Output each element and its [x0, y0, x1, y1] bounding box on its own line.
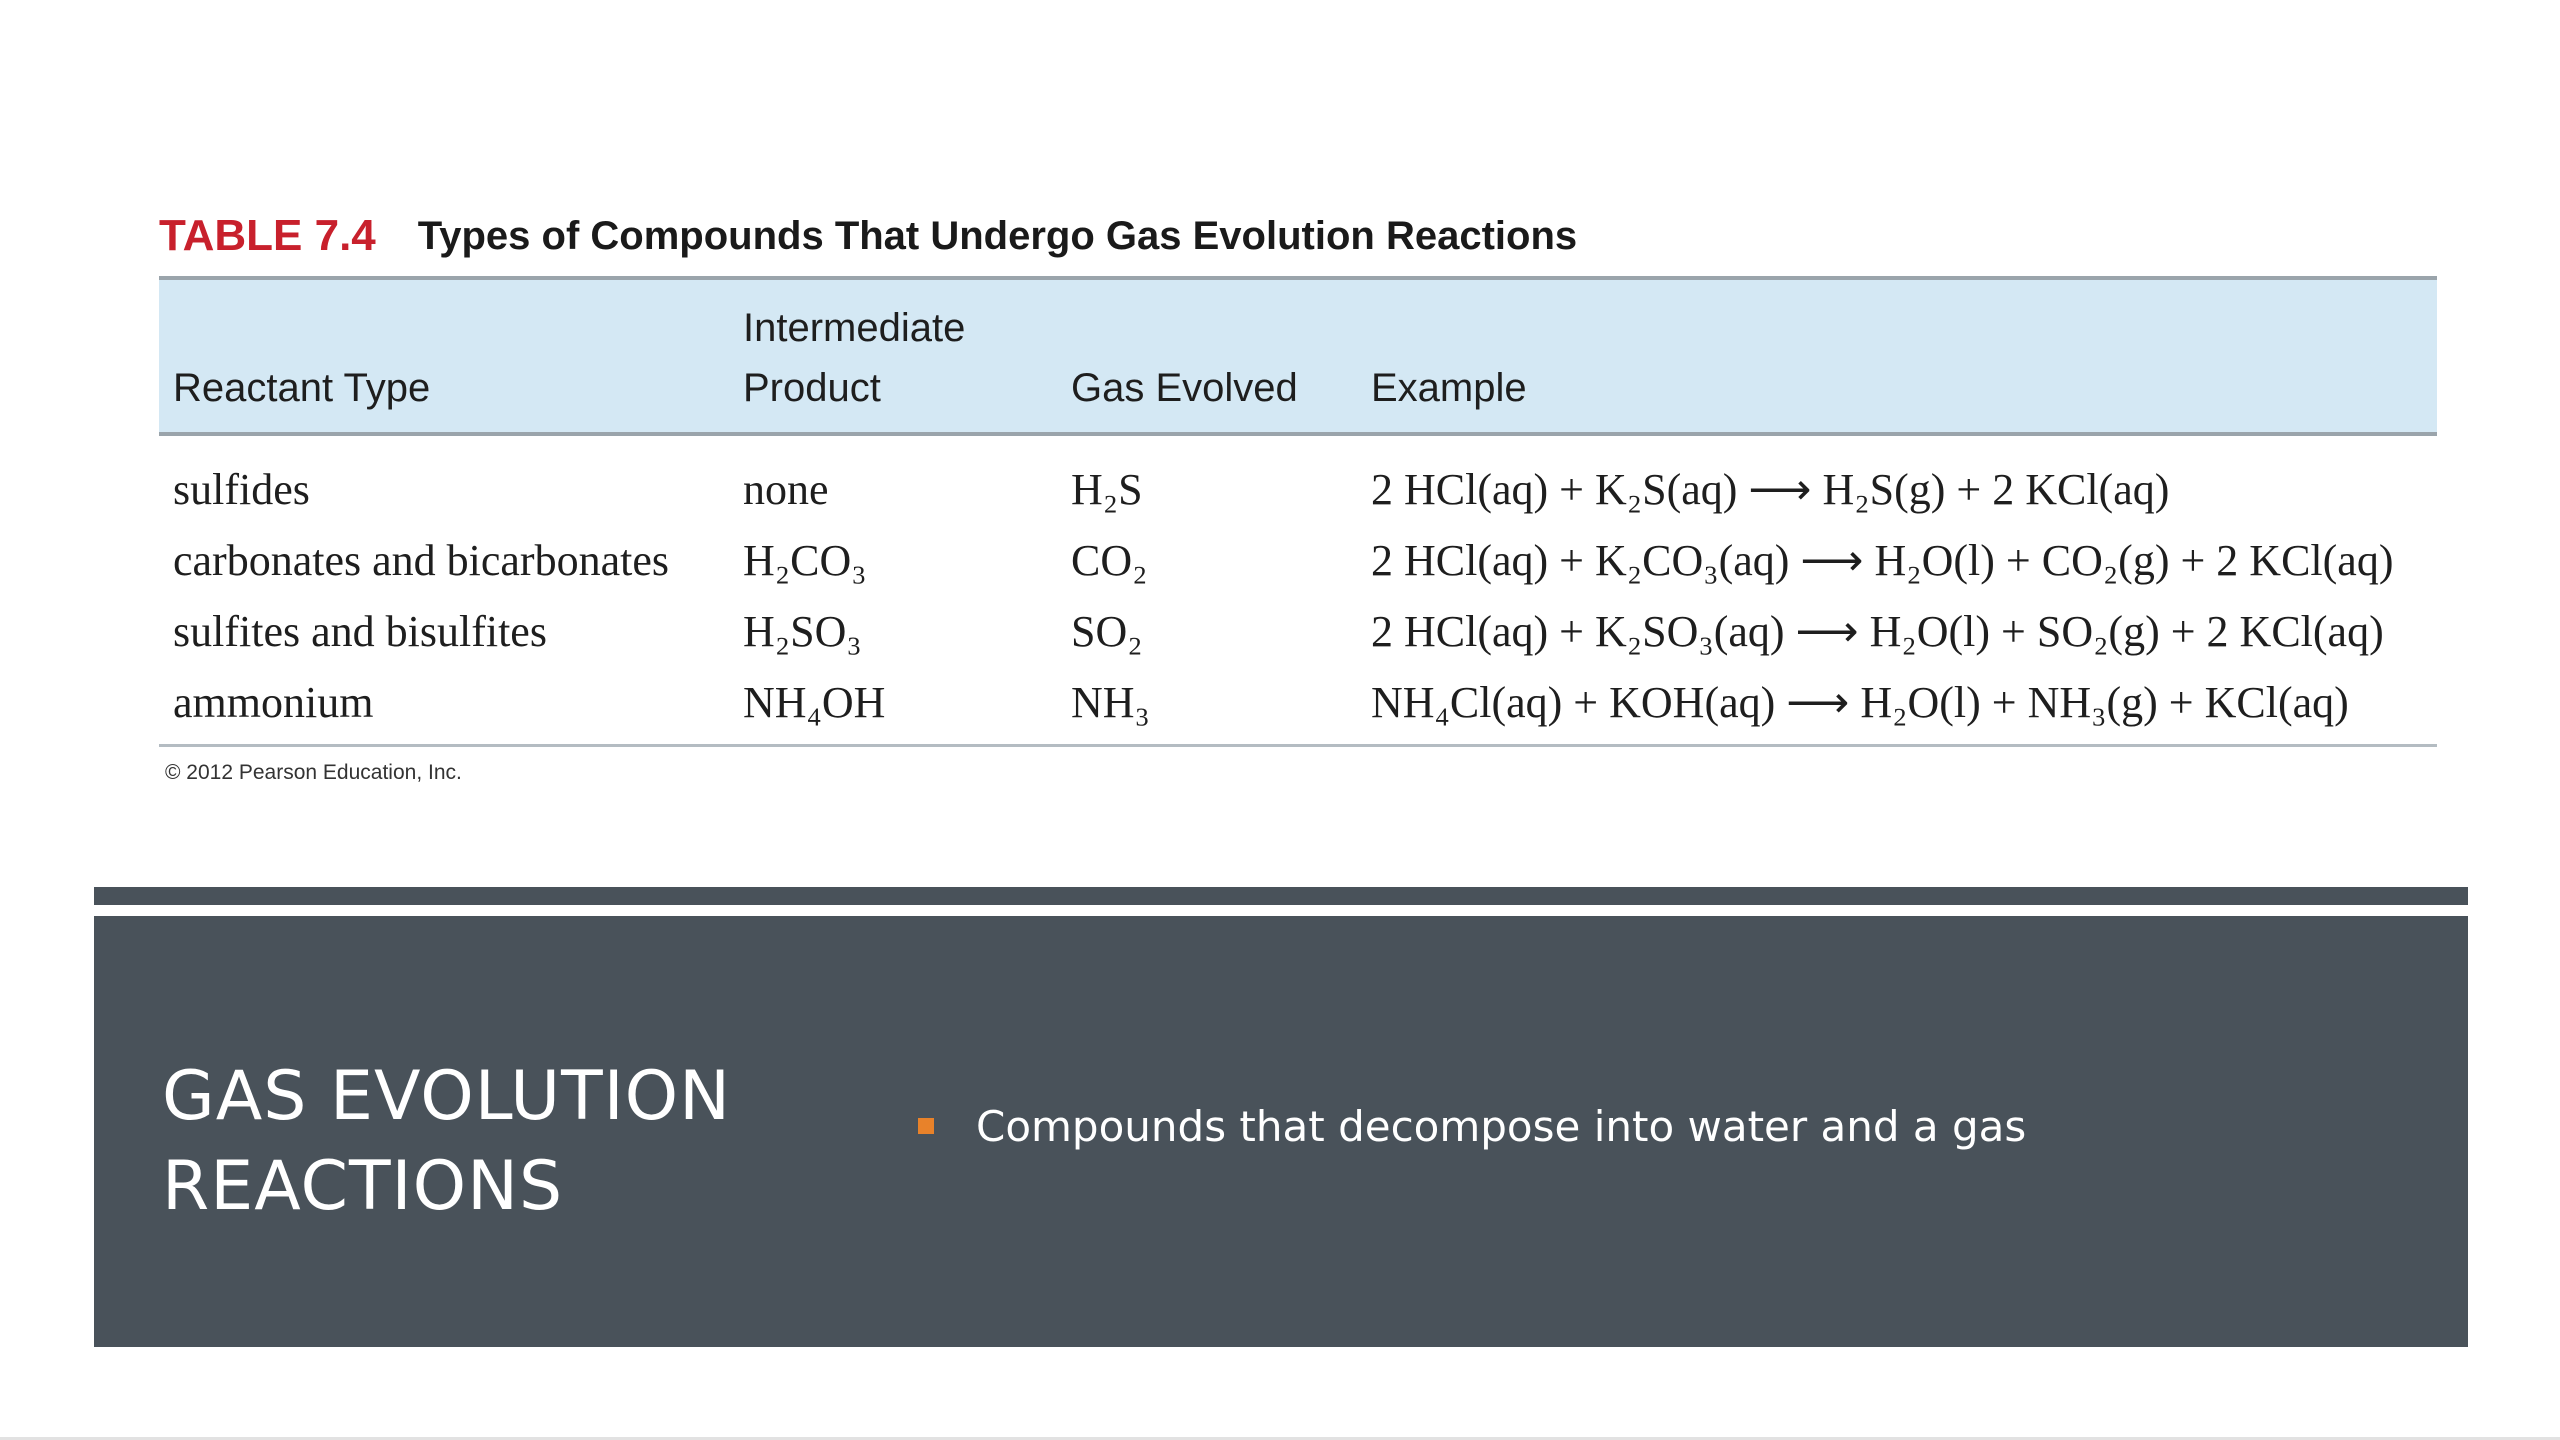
- bullet-list: [918, 1096, 2026, 1156]
- header-row: [159, 278, 2437, 434]
- header-example: Example: [1357, 278, 2437, 434]
- table-row: [159, 434, 2437, 525]
- slide-title-line2: REACTIONS: [162, 1147, 564, 1226]
- example-cell: 2 HCl(aq) + K₂S(aq) ⟶ H₂S(g) + 2 KCl(aq): [1371, 465, 2170, 514]
- intermediate-cell: none: [743, 465, 829, 514]
- gas-cell: SO₂: [1071, 607, 1143, 656]
- example-cell: 2 HCl(aq) + K₂SO₃(aq) ⟶ H₂O(l) + SO₂(g) + 2 KCl(aq): [1371, 607, 2384, 656]
- header-reactant-type: Reactant Type: [159, 278, 729, 434]
- slide-title: [162, 1052, 862, 1232]
- gas-evolution-table: [159, 276, 2437, 747]
- gas-cell: CO₂: [1071, 536, 1148, 585]
- reactant-cell: sulfites and bisulfites: [173, 607, 547, 656]
- example-cell: NH₄Cl(aq) + KOH(aq) ⟶ H₂O(l) + NH₃(g) + KCl(aq): [1357, 667, 2437, 746]
- header-gas-evolved: Gas Evolved: [1057, 278, 1357, 434]
- intermediate-cell: H₂CO₃: [743, 536, 867, 585]
- table-row: [159, 596, 2437, 667]
- example-cell: 2 HCl(aq) + K₂CO₃(aq) ⟶ H₂O(l) + CO₂(g) + 2 KCl(aq): [1371, 536, 2394, 585]
- slide-title-line1: GAS EVOLUTION: [162, 1057, 732, 1136]
- list-item: [918, 1096, 2026, 1156]
- title-band-top-stripe: [94, 887, 2468, 905]
- square-bullet-icon: [918, 1118, 934, 1134]
- intermediate-cell: H₂SO₃: [743, 607, 862, 656]
- table-number-label: TABLE 7.4: [159, 211, 376, 260]
- header-intermediate-product: [729, 278, 1057, 434]
- reactant-cell: carbonates and bicarbonates: [173, 536, 669, 585]
- table-row: [159, 667, 2437, 746]
- reactant-cell: ammonium: [159, 667, 729, 746]
- header-intermediate-line2: Product: [743, 366, 881, 410]
- bullet-text: Compounds that decompose into water and a gas: [976, 1101, 2027, 1151]
- table-header: [159, 278, 2437, 434]
- title-band: [94, 916, 2468, 1347]
- table-title: [159, 206, 2437, 266]
- gas-cell: H₂S: [1071, 465, 1143, 514]
- header-intermediate-line1: Intermediate: [743, 306, 966, 350]
- table-figure: [159, 206, 2437, 785]
- table-caption: Types of Compounds That Undergo Gas Evolution Reactions: [417, 213, 1578, 258]
- gas-cell: NH₃: [1057, 667, 1357, 746]
- table-row: [159, 525, 2437, 596]
- intermediate-cell: NH₄OH: [729, 667, 1057, 746]
- table-body: [159, 434, 2437, 746]
- reactant-cell: sulfides: [173, 465, 310, 514]
- copyright-notice: © 2012 Pearson Education, Inc.: [165, 761, 462, 784]
